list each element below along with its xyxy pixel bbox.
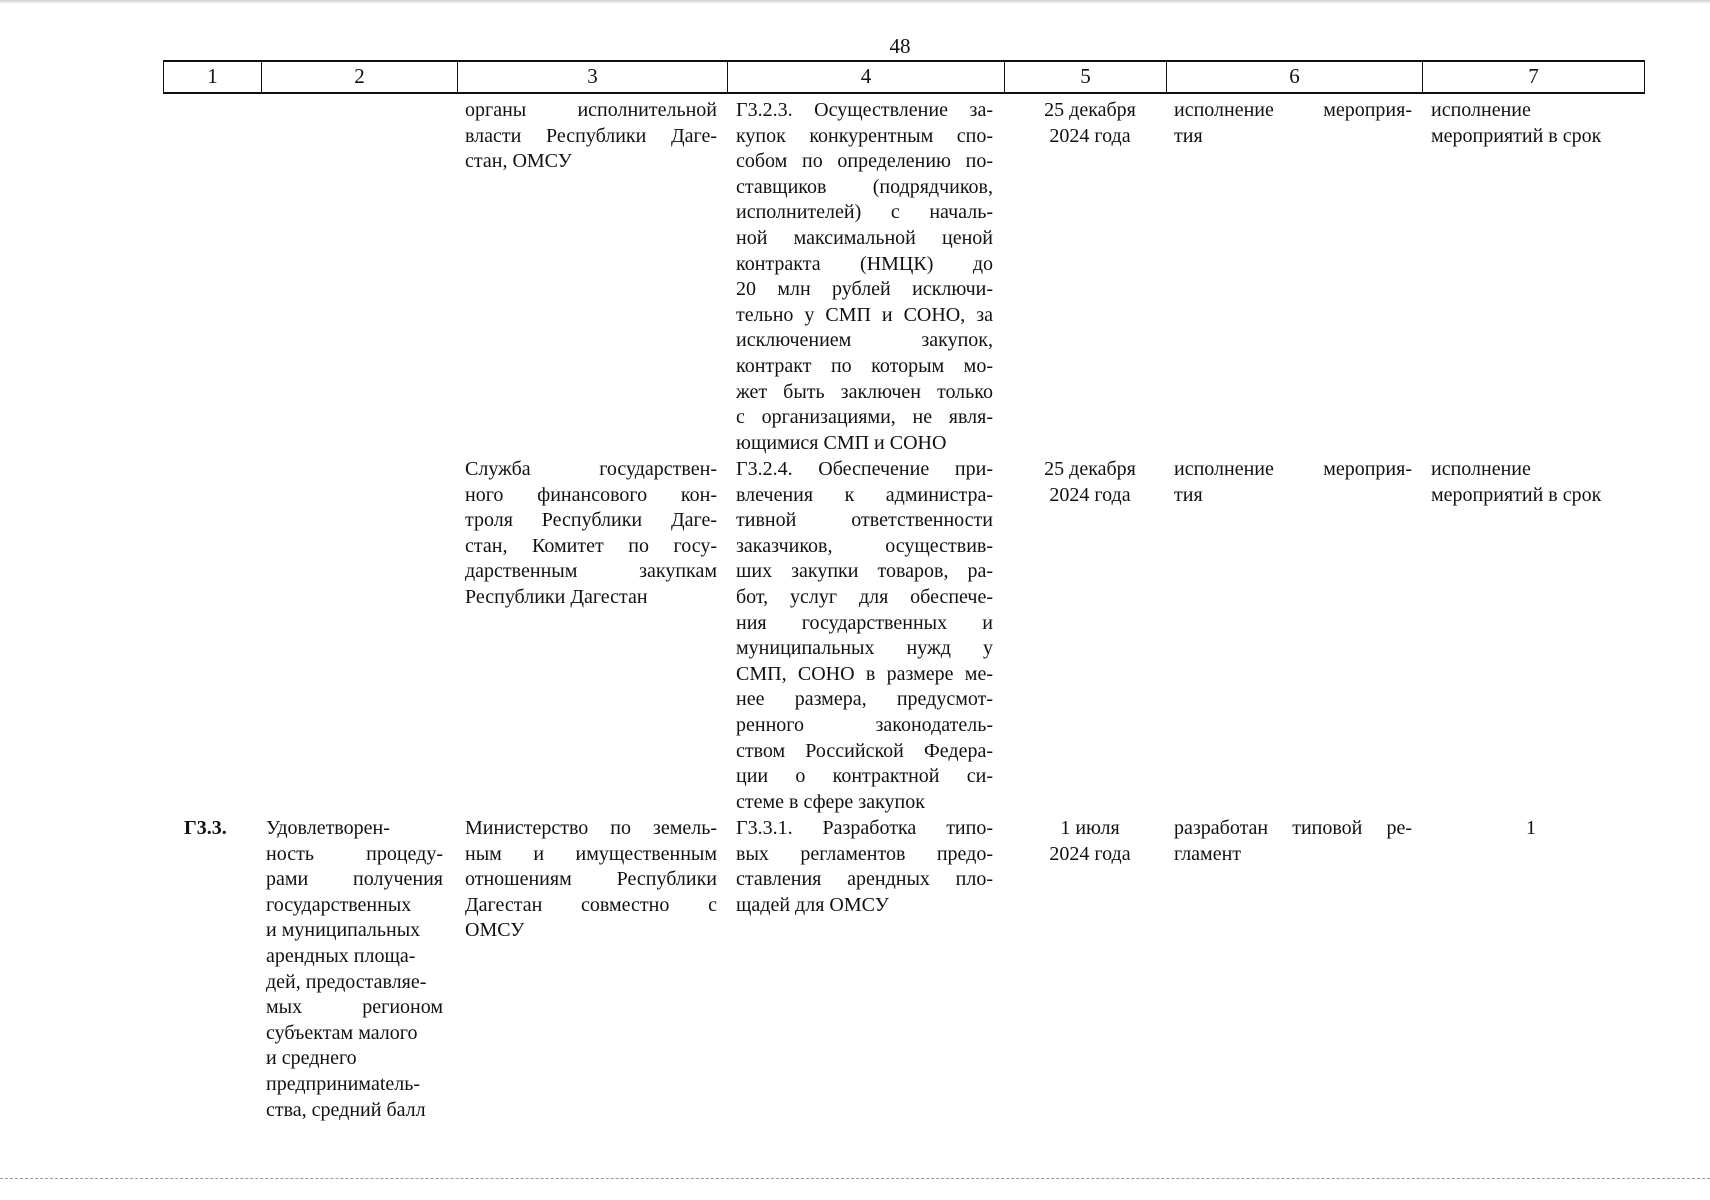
text-line: мероприятий в срок xyxy=(1431,124,1602,147)
text-line: 25 декабря xyxy=(1044,99,1136,121)
text-line: заказчиков, осуществив- xyxy=(736,534,993,557)
text-line: троля Республики Даге- xyxy=(465,509,717,532)
row1-responsible xyxy=(465,98,717,175)
text-line: дей, предоставляе- xyxy=(266,970,427,993)
header-col-7: 7 xyxy=(1422,62,1645,92)
text-line: Г3.2.4. Обеспечение при- xyxy=(736,458,993,480)
text-line: муниципальных нужд у xyxy=(736,637,993,660)
text-line: СМП, СОНО в размере ме- xyxy=(736,662,993,685)
text-line: Удовлетворен- xyxy=(266,817,390,839)
row3-measure xyxy=(736,816,993,918)
text-line: ших закупки товаров, ра- xyxy=(736,560,993,583)
row2-responsible xyxy=(465,457,717,611)
text-line: ной максимальной ценой xyxy=(736,226,993,249)
text-line: ства, средний балл xyxy=(266,1098,426,1121)
scan-edge-top xyxy=(0,0,1710,4)
row1-result xyxy=(1174,98,1412,149)
text-line: жет быть заключен только xyxy=(736,380,993,403)
row3-result xyxy=(1174,816,1412,867)
scan-edge-bottom xyxy=(0,1178,1710,1179)
text-line: исполнителей) с началь- xyxy=(736,201,993,224)
row2-deadline xyxy=(1010,457,1170,508)
text-line: с организациями, не явля- xyxy=(736,406,993,429)
text-line: отношениям Республики xyxy=(465,868,717,891)
header-col-1: 1 xyxy=(163,62,261,92)
text-line: ния государственных и xyxy=(736,611,993,634)
text-line: Г3.3.1. Разработка типо- xyxy=(736,817,993,839)
row1-deadline xyxy=(1010,98,1170,149)
text-line: стан, ОМСУ xyxy=(465,150,572,173)
text-line: стеме в сфере закупок xyxy=(736,790,925,813)
text-line: ством Российской Федера- xyxy=(736,739,993,762)
text-line: купок конкурентным спо- xyxy=(736,124,993,147)
text-line: исполнение xyxy=(1431,99,1531,121)
text-line: 25 декабря xyxy=(1044,458,1136,480)
row3-responsible xyxy=(465,816,717,944)
text-line: Г3.2.3. Осуществление за- xyxy=(736,99,993,121)
text-line: 1 июля xyxy=(1060,817,1120,839)
text-line: тия xyxy=(1174,124,1203,147)
text-line: ОМСУ xyxy=(465,919,525,942)
header-col-3: 3 xyxy=(457,62,727,92)
text-line: контракта (НМЦК) до xyxy=(736,252,993,275)
text-line: Республики Дагестан xyxy=(465,585,648,608)
text-line: разработан типовой ре- xyxy=(1174,817,1412,839)
text-line: стан, Комитет по госу- xyxy=(465,534,717,557)
row1-measure xyxy=(736,98,993,456)
text-line: бот, услуг для обеспече- xyxy=(736,585,993,608)
text-line: исполнение xyxy=(1431,458,1531,480)
text-line: государственных xyxy=(266,893,412,916)
row1-indicator xyxy=(1431,98,1641,149)
text-line: тия xyxy=(1174,483,1203,506)
text-line: мероприятий в срок xyxy=(1431,483,1602,506)
row2-measure xyxy=(736,457,993,815)
table-header xyxy=(163,60,1645,94)
header-col-6: 6 xyxy=(1166,62,1422,92)
header-col-2: 2 xyxy=(261,62,457,92)
text-line: и муниципальных xyxy=(266,919,421,942)
text-line: исключением закупок, xyxy=(736,329,993,352)
page-number: 48 xyxy=(889,34,911,58)
text-line: ставления арендных пло- xyxy=(736,868,993,891)
text-line: ным и имущественным xyxy=(465,842,717,865)
text-line: 2024 года xyxy=(1049,483,1131,506)
row3-code: Г3.3. xyxy=(184,817,227,839)
text-line: предпринимatель- xyxy=(266,1072,421,1095)
text-line: собом по определению по- xyxy=(736,150,993,173)
text-line: ющимися СМП и СОНО xyxy=(736,431,947,454)
text-line: влечения к администра- xyxy=(736,483,993,506)
text-line: 20 млн рублей исключи- xyxy=(736,278,993,301)
text-line: и среднего xyxy=(266,1047,357,1070)
text-line: гламент xyxy=(1174,842,1242,865)
text-line: исполнение мероприя- xyxy=(1174,99,1412,121)
text-line: вых регламентов предо- xyxy=(736,842,993,865)
text-line: 2024 года xyxy=(1049,842,1131,865)
text-line: арендных площа- xyxy=(266,944,416,967)
header-col-5: 5 xyxy=(1004,62,1166,92)
text-line: ставщиков (подрядчиков, xyxy=(736,175,993,198)
text-line: рами получения xyxy=(266,868,443,891)
text-line: тивной ответственности xyxy=(736,509,993,532)
row2-result xyxy=(1174,457,1412,508)
text-line: дарственным закупкам xyxy=(465,560,717,583)
row3-deadline xyxy=(1010,816,1170,867)
text-line: власти Республики Даге- xyxy=(465,124,717,147)
text-line: исполнение мероприя- xyxy=(1174,458,1412,480)
text-line: мых регионом xyxy=(266,996,443,1019)
text-line: тельно у СМП и СОНО, за xyxy=(736,303,993,326)
text-line: 2024 года xyxy=(1049,124,1131,147)
text-line: ции о контрактной си- xyxy=(736,765,993,788)
text-line: ного финансового кон- xyxy=(465,483,717,506)
text-line: щадей для ОМСУ xyxy=(736,893,889,916)
text-line: органы исполнительной xyxy=(465,99,717,121)
header-col-4: 4 xyxy=(727,62,1004,92)
text-line: нее размера, предусмот- xyxy=(736,688,993,711)
text-line: контракт по которым мо- xyxy=(736,354,993,377)
text-line: Служба государствен- xyxy=(465,458,717,480)
text-line: субъектам малого xyxy=(266,1021,418,1044)
text-line: Министерство по земель- xyxy=(465,817,717,839)
text-line: ренного законодатель- xyxy=(736,713,993,736)
row3-value: 1 xyxy=(1526,817,1536,839)
row2-indicator xyxy=(1431,457,1641,508)
row3-indicator-name xyxy=(266,816,443,1123)
text-line: ность процеду- xyxy=(266,842,443,865)
text-line: Дагестан совместно с xyxy=(465,893,717,916)
